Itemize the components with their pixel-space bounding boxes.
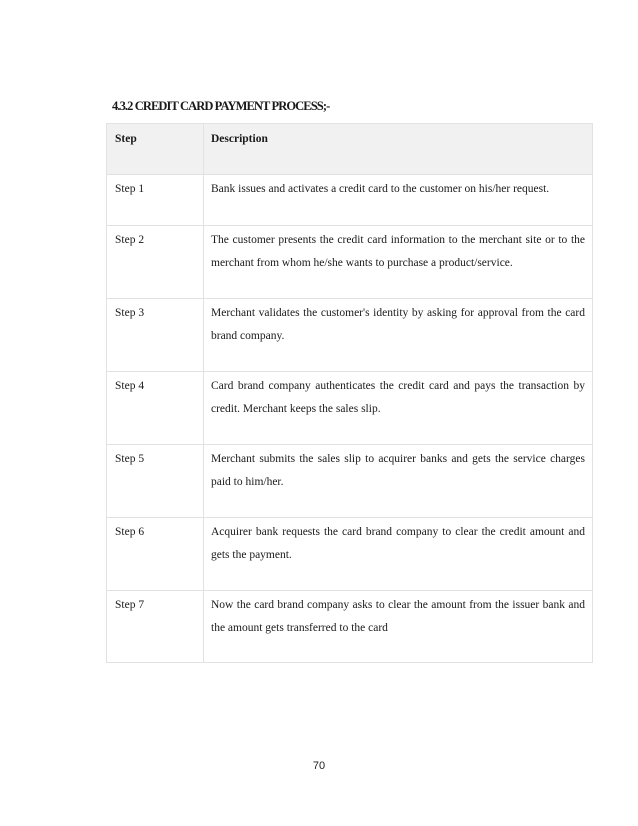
step-cell: Step 3 — [107, 299, 204, 372]
payment-process-table — [106, 123, 593, 663]
step-cell: Step 6 — [107, 518, 204, 591]
description-cell: Card brand company authenticates the credit card and pays the transaction by credit. Merchant keeps the sales slip. — [204, 372, 593, 445]
header-description: Description — [204, 124, 593, 175]
table-row — [107, 445, 593, 518]
description-cell: Merchant submits the sales slip to acquirer banks and gets the service charges paid to him/her. — [204, 445, 593, 518]
description-cell: Now the card brand company asks to clear the amount from the issuer bank and the amount gets transferred to the card — [204, 591, 593, 663]
table-row — [107, 591, 593, 663]
step-cell: Step 5 — [107, 445, 204, 518]
page-number: 70 — [312, 760, 326, 772]
table-row — [107, 175, 593, 226]
section-title: 4.3.2 CREDIT CARD PAYMENT PROCESS;- — [112, 99, 330, 113]
table-header-row — [107, 124, 593, 175]
description-cell: Bank issues and activates a credit card to the customer on his/her request. — [204, 175, 593, 226]
step-cell: Step 1 — [107, 175, 204, 226]
table-row — [107, 299, 593, 372]
description-cell: The customer presents the credit card information to the merchant site or to the merchant from whom he/she wants to purchase a product/service. — [204, 226, 593, 299]
table-row — [107, 518, 593, 591]
description-cell: Merchant validates the customer's identity by asking for approval from the card brand company. — [204, 299, 593, 372]
header-step: Step — [107, 124, 204, 175]
table-row — [107, 226, 593, 299]
table-row — [107, 372, 593, 445]
step-cell: Step 4 — [107, 372, 204, 445]
step-cell: Step 2 — [107, 226, 204, 299]
step-cell: Step 7 — [107, 591, 204, 663]
description-cell: Acquirer bank requests the card brand company to clear the credit amount and gets the payment. — [204, 518, 593, 591]
